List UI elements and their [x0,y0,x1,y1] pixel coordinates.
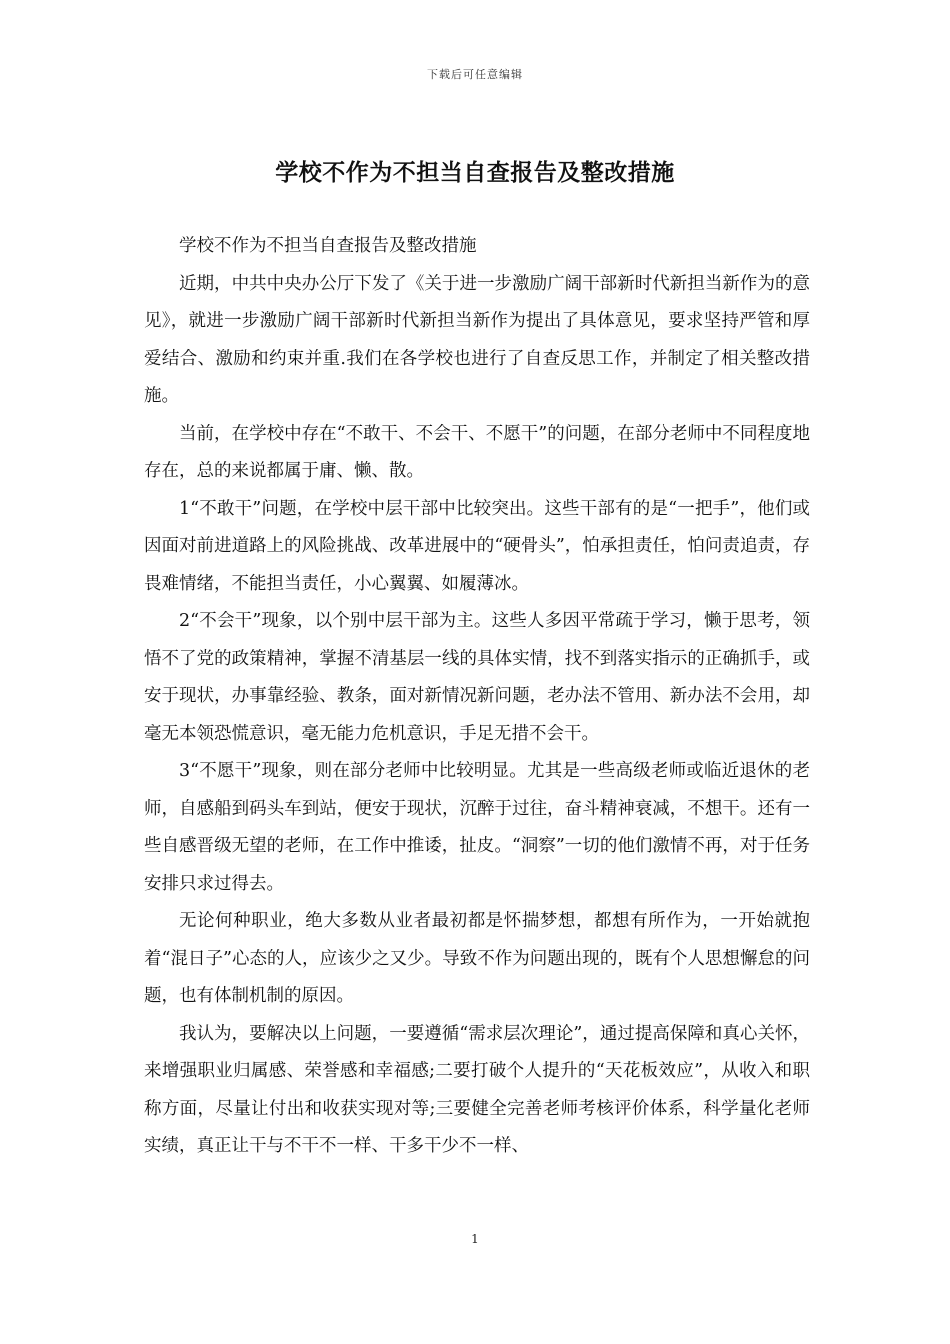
paragraph-measures: 我认为，要解决以上问题，一要遵循“需求层次理论”，通过提高保障和真心关怀，来增强职业归属感、荣誉感和幸福感;二要打破个人提升的“天花板效应”，从收入和职称方面，尽量让付出和收获实现对等;三要健全完善老师考核评价体系，科学量化老师实绩，真正让干与不干不一样、干多干少不一样、 [144,1023,810,1156]
paragraph-subtitle: 学校不作为不担当自查报告及整改措施 [179,236,477,256]
paragraph-cannot: 2“不会干”现象，以个别中层干部为主。这些人多因平常疏于学习，懒于思考，领悟不了党的政策精神，掌握不清基层一线的具体实情，找不到落实指示的正确抓手，或安于现状，办事靠经验、教条，面对新情况新问题，老办法不管用、新办法不会用，却毫无本领恐慌意识，毫无能力危机意识，手足无措不会干。 [144,611,810,744]
page-number: 1 [471,1232,479,1246]
header-note: 下载后可任意编辑 [427,68,523,81]
paragraph-causes: 无论何种职业，绝大多数从业者最初都是怀揣梦想，都想有所作为，一开始就抱着“混日子”心态的人，应该少之又少。导致不作为问题出现的，既有个人思想懈怠的问题，也有体制机制的原因。 [144,911,810,1006]
paragraph-unwilling: 3“不愿干”现象，则在部分老师中比较明显。尤其是一些高级老师或临近退休的老师，自感船到码头车到站，便安于现状，沉醉于过往，奋斗精神衰减，不想干。还有一些自感晋级无望的老师，在工作中推诿，扯皮。“洞察”一切的他们激情不再，对于任务安排只求过得去。 [144,761,810,894]
document-title: 学校不作为不担当自查报告及整改措施 [275,159,675,186]
paragraph-problem-overview: 当前，在学校中存在“不敢干、不会干、不愿干”的问题，在部分老师中不同程度地存在，总的来说都属于庸、懒、散。 [144,423,810,481]
paragraph-intro: 近期，中共中央办公厅下发了《关于进一步激励广阔干部新时代新担当新作为的意见》，就进一步激励广阔干部新时代新担当新作为提出了具体意见，要求坚持严管和厚爱结合、激励和约束并重.我们在各学校也进行了自查反思工作，并制定了相关整改措施。 [144,273,810,406]
paragraph-dare-not: 1“不敢干”问题，在学校中层干部中比较突出。这些干部有的是“一把手”，他们或因面对前进道路上的风险挑战、改革进展中的“硬骨头”，怕承担责任，怕问责追责，存畏难情绪，不能担当责任，小心翼翼、如履薄冰。 [144,498,810,594]
document-body [144,228,810,1166]
